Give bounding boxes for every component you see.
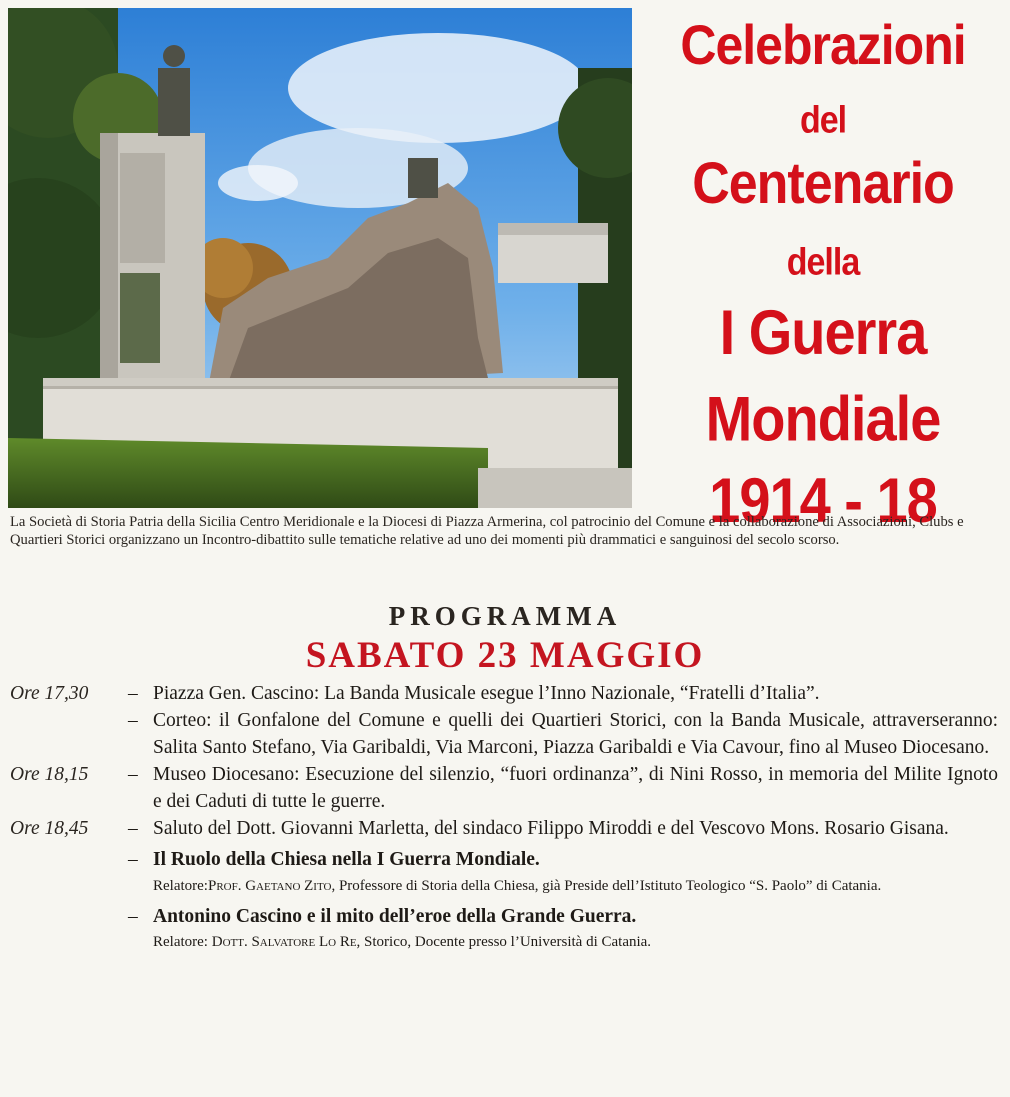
programma-heading: PROGRAMMA	[388, 601, 622, 631]
relatore-label: Relatore:	[153, 934, 208, 950]
monument-photo	[8, 8, 632, 508]
schedule-dash: –	[128, 764, 138, 785]
schedule-time: Ore 17,30	[10, 683, 89, 704]
date-heading: SABATO 23 MAGGIO	[305, 635, 705, 676]
relatore-label: Relatore:	[153, 878, 208, 894]
schedule-dash: –	[128, 849, 138, 870]
title-line-celebrazioni: Celebrazioni	[680, 13, 966, 77]
schedule-text: Saluto del Dott. Giovanni Marletta, del sindaco Filippo Miroddi e del Vescovo Mons. Rosario Gisana.	[153, 818, 949, 839]
title-line-centenario: Centenario	[692, 151, 954, 217]
title-line-years: 1914 - 18	[709, 464, 937, 536]
title-line-della: della	[786, 240, 860, 284]
relatore-description: , Storico, Docente presso l’Università di Catania.	[356, 934, 652, 950]
schedule-dash: –	[128, 710, 138, 731]
relatore-description: , Professore di Storia della Chiesa, già Preside dell’Istituto Teologico “S. Paolo” di Catania.	[331, 878, 882, 894]
schedule-text: Piazza Gen. Cascino: La Banda Musicale esegue l’Inno Nazionale, “Fratelli d’Italia”.	[153, 683, 820, 704]
schedule-dash: –	[128, 906, 138, 927]
relatore-name: Dott. Salvatore Lo Re	[211, 934, 357, 950]
schedule-row	[0, 815, 1010, 842]
talk-relatore	[153, 932, 998, 953]
title-line-mondiale: Mondiale	[705, 383, 941, 454]
talk-relatore	[153, 876, 998, 897]
intro-paragraph: La Società di Storia Patria della Sicilia Centro Meridionale e la Diocesi di Piazza Armerina, col patrocinio del Comune e la collaborazione di Associazioni, Clubs e Quartieri Storici organizzano un Incontro-dibattito sulle tematiche relative ad uno dei momenti più drammatici e sanguinosi del secolo scorso.	[10, 514, 964, 548]
schedule-dash: –	[128, 683, 138, 704]
title-line-del: del	[799, 98, 847, 142]
schedule-row	[0, 707, 1010, 761]
schedule	[0, 680, 1010, 959]
schedule-time: Ore 18,15	[10, 764, 89, 785]
schedule-row	[0, 903, 1010, 930]
schedule-dash: –	[128, 818, 138, 839]
talk-title: Il Ruolo della Chiesa nella I Guerra Mondiale.	[153, 849, 540, 870]
talk-title: Antonino Cascino e il mito dell’eroe della Grande Guerra.	[153, 906, 637, 927]
relatore-name: Prof. Gaetano Zito	[207, 878, 332, 894]
schedule-row	[0, 761, 1010, 815]
schedule-time: Ore 18,45	[10, 818, 89, 839]
schedule-row	[0, 680, 1010, 707]
title-line-guerra: I Guerra	[719, 296, 927, 368]
schedule-text: Museo Diocesano: Esecuzione del silenzio, “fuori ordinanza”, di Nini Rosso, in memoria del Milite Ignoto e dei Caduti di tutte le guerre.	[153, 764, 998, 812]
war-memorial-image	[8, 8, 632, 508]
schedule-row	[0, 846, 1010, 873]
schedule-text: Corteo: il Gonfalone del Comune e quelli dei Quartieri Storici, con la Banda Musicale, attraverseranno: Salita Santo Stefano, Via Garibaldi, Via Marconi, Piazza Garibaldi e Via Cavour, fino al Museo Diocesano.	[153, 710, 998, 758]
